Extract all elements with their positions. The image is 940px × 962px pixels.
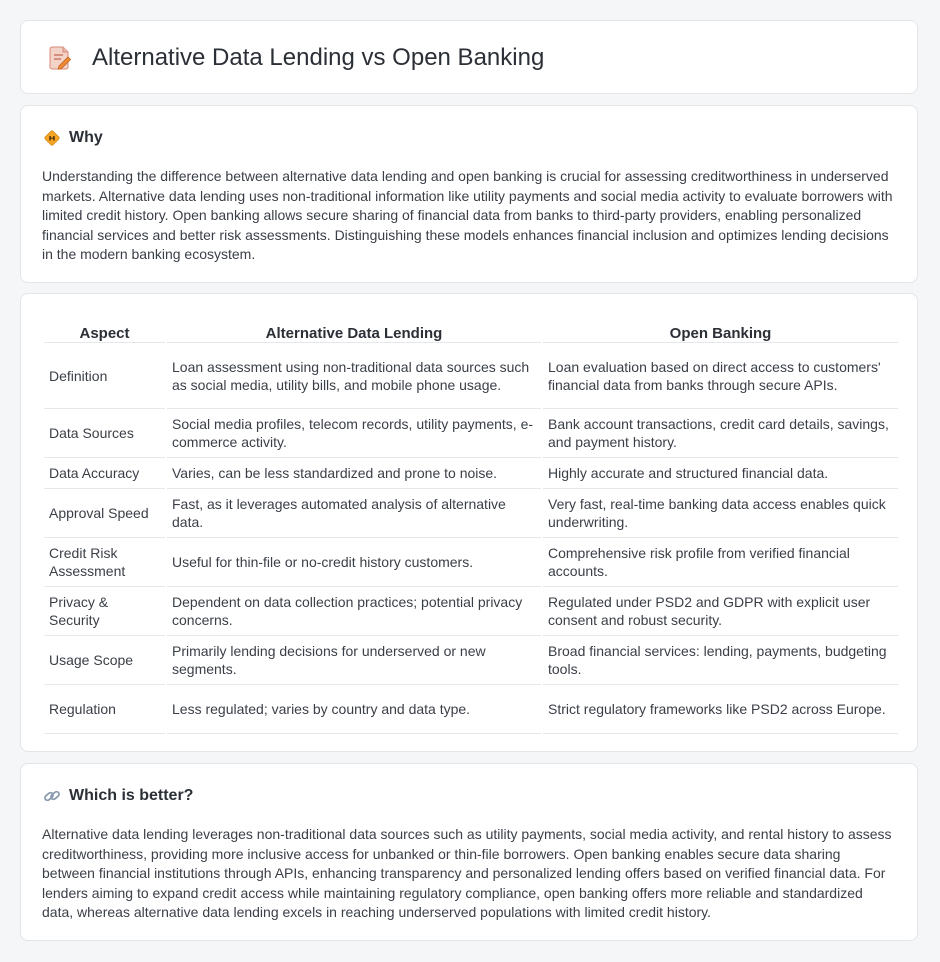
row-alt-value: Varies, can be less standardized and prone to noise.: [167, 458, 541, 489]
which-is-better-section: [20, 763, 918, 941]
row-aspect: Regulation: [44, 685, 165, 734]
row-alt-value: Social media profiles, telecom records, utility payments, e-commerce activity.: [167, 409, 541, 458]
why-section: [20, 105, 918, 283]
comparison-table: [42, 314, 900, 734]
header-open-banking: Open Banking: [543, 314, 898, 343]
row-aspect: Privacy & Security: [44, 587, 165, 636]
row-aspect: Data Accuracy: [44, 458, 165, 489]
why-heading: Why: [69, 129, 103, 146]
row-aspect: Usage Scope: [44, 636, 165, 685]
diamond-warning-icon: [43, 129, 61, 147]
table-row: [44, 685, 898, 734]
row-alt-value: Primarily lending decisions for underserved or new segments.: [167, 636, 541, 685]
table-row: [44, 538, 898, 587]
row-aspect: Approval Speed: [44, 489, 165, 538]
document-pen-icon: [47, 45, 73, 71]
row-alt-value: Fast, as it leverages automated analysis of alternative data.: [167, 489, 541, 538]
row-open-value: Strict regulatory frameworks like PSD2 across Europe.: [543, 685, 898, 734]
row-aspect: Credit Risk Assessment: [44, 538, 165, 587]
header-alternative-data-lending: Alternative Data Lending: [167, 314, 541, 343]
title-card: [20, 20, 918, 94]
comparison-table-card: [20, 293, 918, 752]
row-open-value: Bank account transactions, credit card details, savings, and payment history.: [543, 409, 898, 458]
better-heading-row: [43, 786, 193, 806]
row-aspect: Definition: [44, 343, 165, 409]
row-open-value: Loan evaluation based on direct access to customers' financial data from banks through secure APIs.: [543, 343, 898, 409]
table-row: [44, 343, 898, 409]
table-row: [44, 458, 898, 489]
row-alt-value: Useful for thin-file or no-credit history customers.: [167, 538, 541, 587]
table-header-row: [44, 314, 898, 343]
row-open-value: Very fast, real-time banking data access enables quick underwriting.: [543, 489, 898, 538]
link-icon: [43, 787, 61, 805]
row-open-value: Regulated under PSD2 and GDPR with explicit user consent and robust security.: [543, 587, 898, 636]
better-heading: Which is better?: [69, 787, 194, 804]
header-aspect: Aspect: [44, 314, 165, 343]
page-title: Alternative Data Lending vs Open Banking: [92, 44, 545, 71]
table-row: [44, 636, 898, 685]
table-row: [44, 489, 898, 538]
row-open-value: Comprehensive risk profile from verified financial accounts.: [543, 538, 898, 587]
why-text: Understanding the difference between alternative data lending and open banking is crucial for assessing creditworthiness in underserved markets. Alternative data lending uses non-traditional information like utility payments and social media activity to evaluate borrowers with limited credit history. Open banking allows secure sharing of financial data from banks to third-party providers, enabling personalized financial services and better risk assessments. Distinguishing these models enhances financial inclusion and optimizes lending decisions in the modern banking ecosystem.: [42, 168, 893, 263]
table-row: [44, 409, 898, 458]
row-alt-value: Loan assessment using non-traditional data sources such as social media, utility bills, and mobile phone usage.: [167, 343, 541, 409]
better-text: Alternative data lending leverages non-traditional data sources such as utility payments, social media activity, and rental history to assess creditworthiness, providing more inclusive access for unbanked or thin-file borrowers. Open banking enables secure data sharing between financial institutions through APIs, enhancing transparency and personalized lending offers based on verified financial data. For lenders aiming to expand credit access while maintaining regulatory compliance, open banking offers more reliable and standardized data, whereas alternative data lending excels in reaching underserved populations with limited credit history.: [42, 826, 892, 921]
row-open-value: Broad financial services: lending, payments, budgeting tools.: [543, 636, 898, 685]
table-row: [44, 587, 898, 636]
row-open-value: Highly accurate and structured financial data.: [543, 458, 898, 489]
row-aspect: Data Sources: [44, 409, 165, 458]
why-heading-row: [43, 128, 103, 148]
row-alt-value: Dependent on data collection practices; potential privacy concerns.: [167, 587, 541, 636]
row-alt-value: Less regulated; varies by country and data type.: [167, 685, 541, 734]
